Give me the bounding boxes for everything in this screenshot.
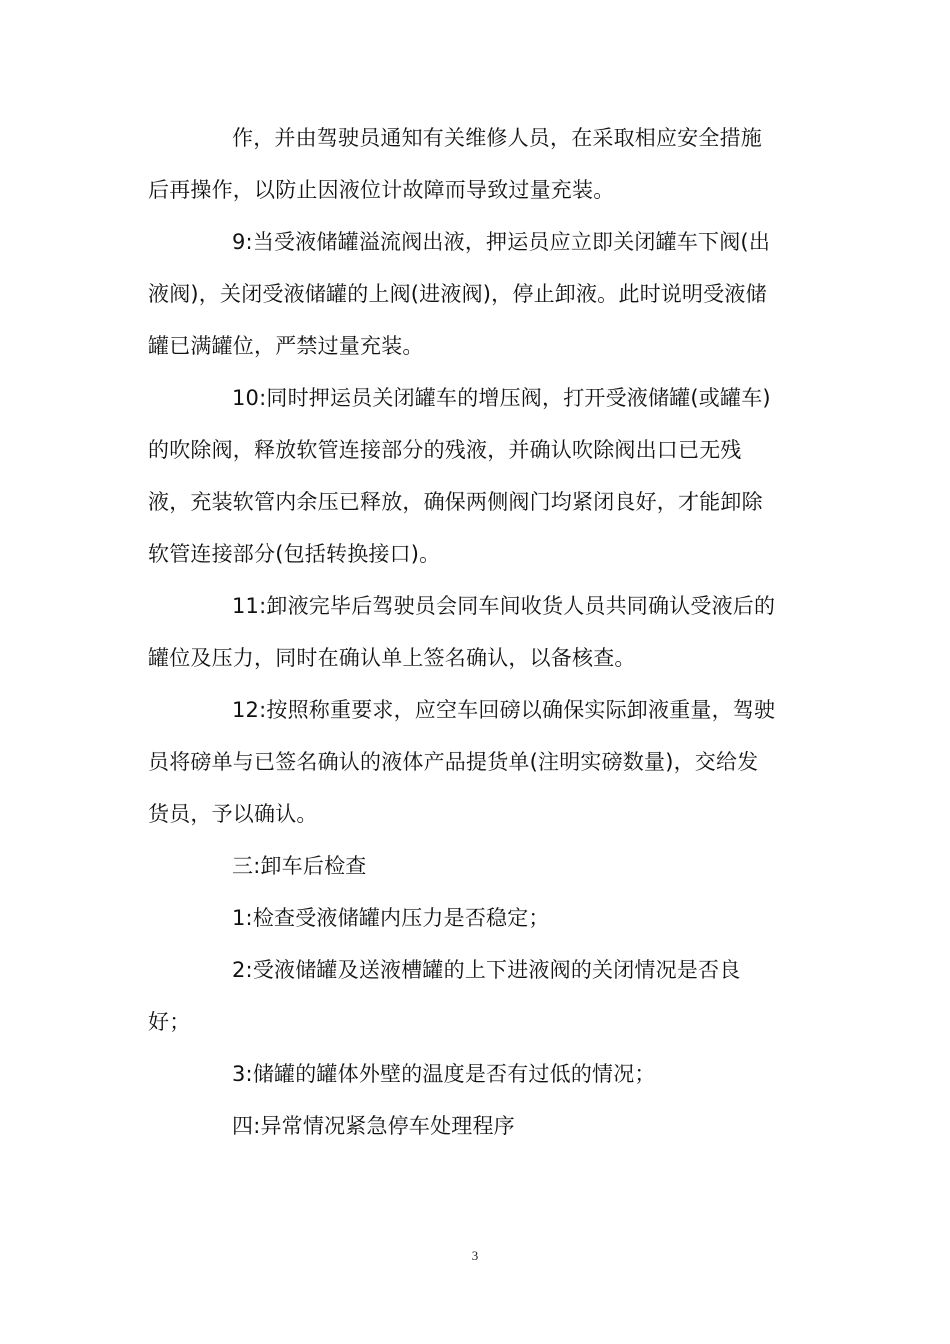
section-heading-3 [148, 840, 808, 892]
section-heading-4 [148, 1100, 808, 1152]
text-line: 软管连接部分(包括转换接口)。 [148, 542, 441, 566]
text-line: 三:卸车后检查 [232, 854, 367, 878]
text-line: 11:卸液完毕后驾驶员会同车间收货人员共同确认受液后的 [232, 594, 776, 618]
text-line: 货员，予以确认。 [148, 802, 318, 826]
paragraph-item-9 [148, 216, 808, 372]
text-line: 作，并由驾驶员通知有关维修人员，在采取相应安全措施 [232, 126, 762, 150]
paragraph-continuation [148, 112, 808, 216]
text-line: 后再操作，以防止因液位计故障而导致过量充装。 [148, 178, 615, 202]
document-body [148, 112, 808, 1152]
page-number: 3 [471, 1248, 479, 1263]
text-line: 四:异常情况紧急停车处理程序 [232, 1114, 515, 1138]
check-item-3 [148, 1048, 808, 1100]
text-line: 液阀)，关闭受液储罐的上阀(进液阀)，停止卸液。此时说明受液储 [148, 282, 767, 306]
text-line: 好； [148, 1010, 191, 1034]
text-line: 罐已满罐位，严禁过量充装。 [148, 334, 424, 358]
paragraph-item-10 [148, 372, 808, 580]
text-line: 2:受液储罐及送液槽罐的上下进液阀的关闭情况是否良 [232, 958, 741, 982]
check-item-2 [148, 944, 808, 1048]
paragraph-item-11 [148, 580, 808, 684]
text-line: 罐位及压力，同时在确认单上签名确认，以备核查。 [148, 646, 636, 670]
text-line: 液，充装软管内余压已释放，确保两侧阀门均紧闭良好，才能卸除 [148, 490, 763, 514]
text-line: 12:按照称重要求，应空车回磅以确保实际卸液重量，驾驶 [232, 698, 776, 722]
paragraph-item-12 [148, 684, 808, 840]
text-line: 1:检查受液储罐内压力是否稳定； [232, 906, 550, 930]
text-line: 9:当受液储罐溢流阀出液，押运员应立即关闭罐车下阀(出 [232, 230, 771, 254]
text-line: 10:同时押运员关闭罐车的增压阀，打开受液储罐(或罐车) [232, 386, 771, 410]
text-line: 员将磅单与已签名确认的液体产品提货单(注明实磅数量)，交给发 [148, 750, 759, 774]
text-line: 3:储罐的罐体外壁的温度是否有过低的情况； [232, 1062, 656, 1086]
text-line: 的吹除阀，释放软管连接部分的残液，并确认吹除阀出口已无残 [148, 438, 742, 462]
check-item-1 [148, 892, 808, 944]
